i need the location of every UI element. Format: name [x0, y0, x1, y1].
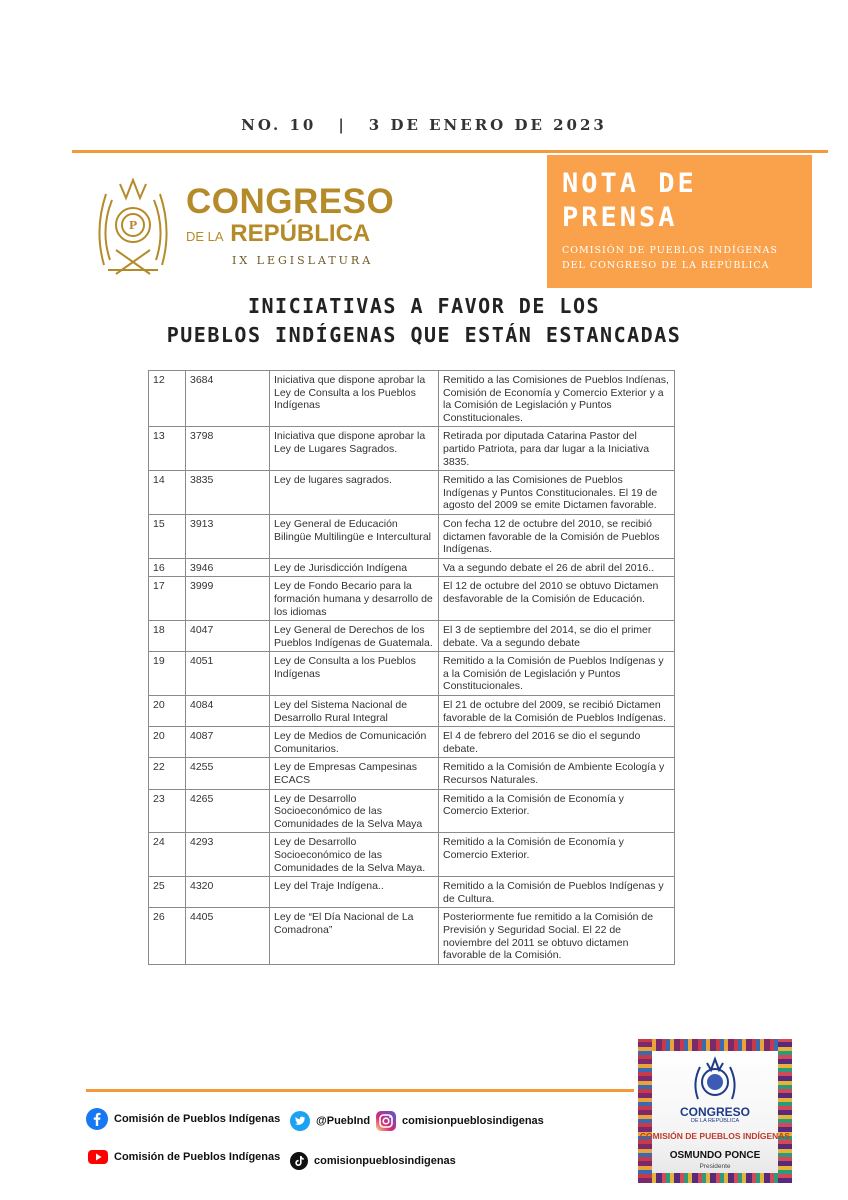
- instagram-icon: [376, 1111, 396, 1131]
- row-number: 15: [149, 514, 186, 558]
- initiative-status: Retirada por diputada Catarina Pastor del partido Patriota, para dar lugar a la Iniciativa 3835.: [439, 427, 675, 471]
- twitter-icon: [290, 1111, 310, 1131]
- initiative-name: Ley de Jurisdicción Indígena: [270, 558, 439, 577]
- initiative-status: Va a segundo debate el 26 de abril del 2016..: [439, 558, 675, 577]
- svg-text:P: P: [128, 219, 138, 232]
- initiative-status: Remitido a las Comisiones de Pueblos Indígenas y Puntos Constitucionales. El 19 de agosto del 2009 se emite Dictamen favorable.: [439, 471, 675, 515]
- press-subtitle: COMISIÓN DE PUEBLOS INDÍGENAS DEL CONGRESO DE LA REPÚBLICA: [562, 245, 778, 271]
- row-number: 25: [149, 877, 186, 908]
- president-badge: [638, 1039, 792, 1183]
- initiative-status: El 12 de octubre del 2010 se obtuvo Dictamen desfavorable de la Comisión de Educación.: [439, 577, 675, 621]
- initiative-name: Ley de lugares sagrados.: [270, 471, 439, 515]
- initiative-number: 4084: [186, 696, 270, 727]
- release-date: 3 DE ENERO DE 2023: [368, 116, 607, 134]
- initiative-name: Ley General de Educación Bilingüe Multilingüe e Intercultural: [270, 514, 439, 558]
- initiative-number: 4087: [186, 727, 270, 758]
- page-title: [0, 292, 848, 350]
- table-row: [149, 514, 675, 558]
- congress-logo: [90, 170, 420, 280]
- initiative-number: 3684: [186, 371, 270, 427]
- badge-name: OSMUNDO PONCE: [669, 1150, 761, 1161]
- initiative-name: Ley del Traje Indígena..: [270, 877, 439, 908]
- top-divider: [72, 150, 828, 153]
- initiative-number: 3946: [186, 558, 270, 577]
- table-row: [149, 789, 675, 833]
- instagram-link[interactable]: [376, 1111, 544, 1131]
- initiative-status: Remitido a la Comisión de Economía y Comercio Exterior.: [439, 789, 675, 833]
- tiktok-icon: [290, 1152, 308, 1170]
- initiative-name: Ley de Desarrollo Socioeconómico de las Comunidades de la Selva Maya: [270, 789, 439, 833]
- row-number: 22: [149, 758, 186, 789]
- press-title: NOTA DE PRENSA: [562, 168, 697, 233]
- table-row: [149, 877, 675, 908]
- row-number: 20: [149, 696, 186, 727]
- badge-commission: COMISIÓN DE PUEBLOS INDÍGENAS: [639, 1131, 791, 1141]
- initiative-number: 3913: [186, 514, 270, 558]
- release-header: [0, 116, 848, 134]
- badge-republica: DE LA REPÚBLICA: [690, 1118, 740, 1124]
- logo-congreso: CONGRESO: [186, 182, 395, 221]
- row-number: 16: [149, 558, 186, 577]
- title-line-2: PUEBLOS INDÍGENAS QUE ESTÁN ESTANCADAS: [166, 323, 682, 347]
- row-number: 18: [149, 621, 186, 652]
- initiative-number: 4047: [186, 621, 270, 652]
- initiative-status: Remitido a la Comisión de Economía y Comercio Exterior.: [439, 833, 675, 877]
- twitter-link[interactable]: [290, 1111, 370, 1131]
- tiktok-link[interactable]: [290, 1152, 456, 1170]
- logo-republica: DE LA REPÚBLICA: [186, 220, 371, 247]
- initiative-status: El 21 de octubre del 2009, se recibió Dictamen favorable de la Comisión de Pueblos Indígenas.: [439, 696, 675, 727]
- table-row: [149, 727, 675, 758]
- initiative-status: Remitido a la Comisión de Pueblos Indígenas y a la Comisión de Legislación y Puntos Constitucionales.: [439, 652, 675, 696]
- initiative-name: Iniciativa que dispone aprobar la Ley de Consulta a los Pueblos Indígenas: [270, 371, 439, 427]
- initiative-status: Remitido a la Comisión de Ambiente Ecología y Recursos Naturales.: [439, 758, 675, 789]
- initiative-name: Ley de Desarrollo Socioeconómico de las Comunidades de la Selva Maya.: [270, 833, 439, 877]
- initiative-name: Ley del Sistema Nacional de Desarrollo Rural Integral: [270, 696, 439, 727]
- row-number: 17: [149, 577, 186, 621]
- table-row: [149, 696, 675, 727]
- initiative-name: Ley de Medios de Comunicación Comunitarios.: [270, 727, 439, 758]
- table-row: [149, 558, 675, 577]
- initiative-name: Ley de Consulta a los Pueblos Indígenas: [270, 652, 439, 696]
- table-row: [149, 621, 675, 652]
- initiative-number: 4265: [186, 789, 270, 833]
- table-row: [149, 758, 675, 789]
- initiative-status: Remitido a las Comisiones de Pueblos Indíenas, Comisión de Economía y Comercio Exterior y a la Comisión de Legislación y Puntos Constitucionales.: [439, 371, 675, 427]
- twitter-label: @PuebInd: [316, 1115, 371, 1127]
- initiative-status: Con fecha 12 de octubre del 2010, se recibió dictamen favorable de la Comisión de Pueblos Indígenas.: [439, 514, 675, 558]
- table-row: [149, 427, 675, 471]
- initiative-status: Posteriormente fue remitido a la Comisión de Previsión y Seguridad Social. El 22 de noviembre del 2011 se obtuvo dictamen favorable de la Comisión.: [439, 908, 675, 964]
- coat-of-arms-icon: [90, 170, 176, 280]
- youtube-link[interactable]: [88, 1150, 280, 1164]
- youtube-icon: [88, 1150, 108, 1164]
- table-row: [149, 908, 675, 964]
- title-line-1: INICIATIVAS A FAVOR DE LOS: [247, 294, 601, 318]
- initiative-name: Ley de Empresas Campesinas ECACS: [270, 758, 439, 789]
- initiative-number: 4255: [186, 758, 270, 789]
- tiktok-label: comisionpueblosindigenas: [314, 1155, 456, 1167]
- row-number: 12: [149, 371, 186, 427]
- initiative-number: 3999: [186, 577, 270, 621]
- table-row: [149, 577, 675, 621]
- facebook-link[interactable]: [86, 1108, 280, 1130]
- initiative-number: 4320: [186, 877, 270, 908]
- facebook-label: Comisión de Pueblos Indígenas: [114, 1113, 281, 1125]
- initiative-name: Iniciativa que dispone aprobar la Ley de Lugares Sagrados.: [270, 427, 439, 471]
- row-number: 19: [149, 652, 186, 696]
- initiatives-table: [148, 370, 675, 965]
- header-separator: |: [338, 116, 347, 134]
- initiative-number: 4051: [186, 652, 270, 696]
- row-number: 26: [149, 908, 186, 964]
- table-row: [149, 371, 675, 427]
- table-row: [149, 652, 675, 696]
- youtube-label: Comisión de Pueblos Indígenas: [114, 1151, 281, 1163]
- initiative-number: 4293: [186, 833, 270, 877]
- initiative-status: Remitido a la Comisión de Pueblos Indígenas y de Cultura.: [439, 877, 675, 908]
- logo-legislatura: IX LEGISLATURA: [232, 254, 374, 267]
- row-number: 20: [149, 727, 186, 758]
- row-number: 13: [149, 427, 186, 471]
- badge-emblem-icon: [690, 1055, 740, 1105]
- row-number: 23: [149, 789, 186, 833]
- initiative-number: 3798: [186, 427, 270, 471]
- badge-congreso: CONGRESO: [679, 1105, 750, 1119]
- footer-divider: [86, 1089, 634, 1092]
- release-number: NO. 10: [241, 116, 317, 134]
- initiative-status: El 4 de febrero del 2016 se dio el segundo debate.: [439, 727, 675, 758]
- initiative-name: Ley General de Derechos de los Pueblos Indígenas de Guatemala.: [270, 621, 439, 652]
- instagram-label: comisionpueblosindigenas: [402, 1115, 544, 1127]
- initiative-number: 3835: [186, 471, 270, 515]
- initiative-status: El 3 de septiembre del 2014, se dio el primer debate. Va a segundo debate: [439, 621, 675, 652]
- initiative-name: Ley de “El Día Nacional de La Comadrona”: [270, 908, 439, 964]
- table-row: [149, 471, 675, 515]
- press-release-box: [547, 155, 812, 288]
- row-number: 24: [149, 833, 186, 877]
- facebook-icon: [86, 1108, 108, 1130]
- initiative-name: Ley de Fondo Becario para la formación humana y desarrollo de los idiomas: [270, 577, 439, 621]
- initiative-number: 4405: [186, 908, 270, 964]
- row-number: 14: [149, 471, 186, 515]
- badge-role: Presidente: [699, 1163, 731, 1170]
- table-row: [149, 833, 675, 877]
